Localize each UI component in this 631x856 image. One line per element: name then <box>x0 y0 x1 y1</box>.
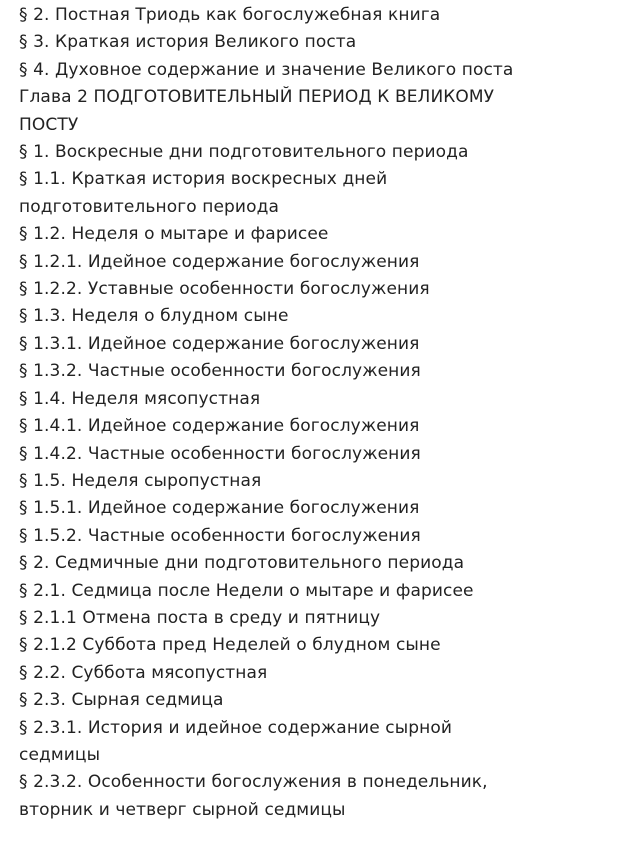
toc-entry: § 3. Краткая история Великого поста <box>19 32 357 53</box>
toc-entry: § 1.5.2. Частные особенности богослужения <box>19 525 421 546</box>
toc-entry: § 2.1. Седмица после Недели о мытаре и фарисее <box>19 580 474 601</box>
toc-entry: § 1.5. Неделя сыропустная <box>19 470 262 491</box>
table-of-contents <box>19 2 519 824</box>
toc-entry: § 1.5.1. Идейное содержание богослужения <box>19 498 420 519</box>
toc-entry: § 1.3.2. Частные особенности богослужения <box>19 361 421 382</box>
toc-entry: § 2.2. Суббота мясопустная <box>19 662 268 683</box>
toc-entry: § 2. Постная Триодь как богослужебная книга <box>19 5 441 25</box>
toc-entry: § 1. Воскресные дни подготовительного периода <box>19 142 469 163</box>
toc-entry: § 1.3. Неделя о блудном сыне <box>19 306 289 327</box>
toc-entry: § 1.4.1. Идейное содержание богослужения <box>19 416 420 437</box>
toc-entry: § 2.3.2. Особенности богослужения в понедельник, вторник и четверг сырной седмицы <box>19 772 488 820</box>
toc-entry: § 1.3.1. Идейное содержание богослужения <box>19 333 420 354</box>
toc-entry: § 1.2. Неделя о мытаре и фарисее <box>19 224 329 245</box>
toc-entry: § 1.4. Неделя мясопустная <box>19 388 261 409</box>
toc-entry: § 4. Духовное содержание и значение Великого поста <box>19 59 514 80</box>
toc-entry: § 2.3. Сырная седмица <box>19 690 224 711</box>
toc-entry: § 1.1. Краткая история воскресных дней подготовительного периода <box>19 169 388 217</box>
toc-entry: § 2. Седмичные дни подготовительного периода <box>19 553 465 574</box>
toc-entry: § 2.1.2 Суббота пред Неделей о блудном сыне <box>19 635 441 656</box>
toc-entry: Глава 2 ПОДГОТОВИТЕЛЬНЫЙ ПЕРИОД К ВЕЛИКОМУ ПОСТУ <box>19 87 495 135</box>
toc-entry: § 1.2.2. Уставные особенности богослужения <box>19 279 430 300</box>
toc-entry: § 1.2.1. Идейное содержание богослужения <box>19 251 420 272</box>
toc-entry: § 2.3.1. История и идейное содержание сырной седмицы <box>19 717 452 765</box>
toc-entry: § 2.1.1 Отмена поста в среду и пятницу <box>19 607 381 628</box>
toc-entry: § 1.4.2. Частные особенности богослужения <box>19 443 421 464</box>
